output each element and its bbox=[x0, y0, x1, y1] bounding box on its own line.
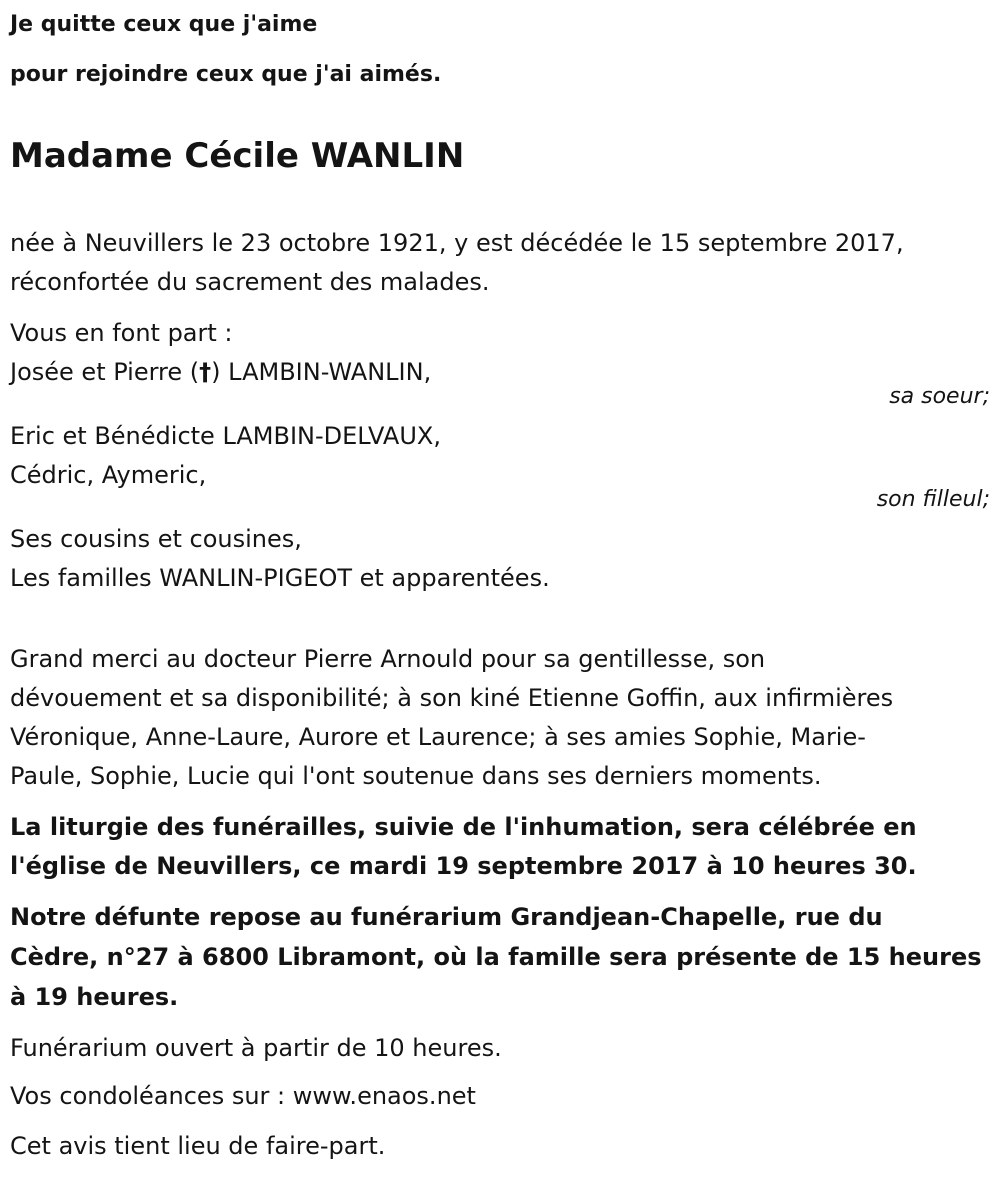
bio-line-1: née à Neuvillers le 23 octobre 1921, y est décédée le 15 septembre 2017, bbox=[10, 229, 904, 257]
thanks-line-4: Paule, Sophie, Lucie qui l'ont soutenue dans ses derniers moments. bbox=[10, 762, 822, 790]
liturgy-line-2: l'église de Neuvillers, ce mardi 19 septembre 2017 à 10 heures 30. bbox=[10, 852, 917, 880]
thanks-line-3: Véronique, Anne-Laure, Aurore et Laurence; à ses amies Sophie, Marie- bbox=[10, 723, 866, 751]
godson-names: Cédric, Aymeric, bbox=[10, 461, 207, 489]
godson-parents: Eric et Bénédicte LAMBIN-DELVAUX, bbox=[10, 422, 441, 450]
thanks-line-2: dévouement et sa disponibilité; à son kiné Etienne Goffin, aux infirmières bbox=[10, 684, 894, 712]
deceased-name: Madame Cécile WANLIN bbox=[10, 136, 465, 176]
sister-line bbox=[10, 357, 431, 387]
notice-line: Cet avis tient lieu de faire-part. bbox=[10, 1132, 386, 1160]
liturgy-line-1: La liturgie des funérailles, suivie de l'inhumation, sera célébrée en bbox=[10, 813, 917, 841]
sister-name-post: ) LAMBIN-WANLIN, bbox=[211, 358, 432, 386]
thanks-line-1: Grand merci au docteur Pierre Arnould pour sa gentillesse, son bbox=[10, 645, 766, 673]
cross-icon: † bbox=[199, 358, 212, 386]
funerarium-hours: Funérarium ouvert à partir de 10 heures. bbox=[10, 1034, 502, 1062]
family-intro: Vous en font part : bbox=[10, 319, 233, 347]
repose-line-3: à 19 heures. bbox=[10, 983, 179, 1011]
families-line: Les familles WANLIN-PIGEOT et apparentées. bbox=[10, 564, 550, 592]
godson-role: son filleul; bbox=[876, 487, 990, 512]
cousins-line: Ses cousins et cousines, bbox=[10, 525, 302, 553]
repose-line-1: Notre défunte repose au funérarium Grandjean-Chapelle, rue du bbox=[10, 903, 883, 931]
repose-line-2: Cèdre, n°27 à 6800 Libramont, où la famille sera présente de 15 heures bbox=[10, 943, 982, 971]
quote-line-2: pour rejoindre ceux que j'ai aimés. bbox=[10, 62, 442, 87]
condolences-line: Vos condoléances sur : www.enaos.net bbox=[10, 1082, 476, 1110]
bio-line-2: réconfortée du sacrement des malades. bbox=[10, 268, 490, 296]
sister-name-pre: Josée et Pierre ( bbox=[10, 358, 200, 386]
quote-line-1: Je quitte ceux que j'aime bbox=[10, 12, 318, 37]
sister-role: sa soeur; bbox=[889, 384, 990, 409]
